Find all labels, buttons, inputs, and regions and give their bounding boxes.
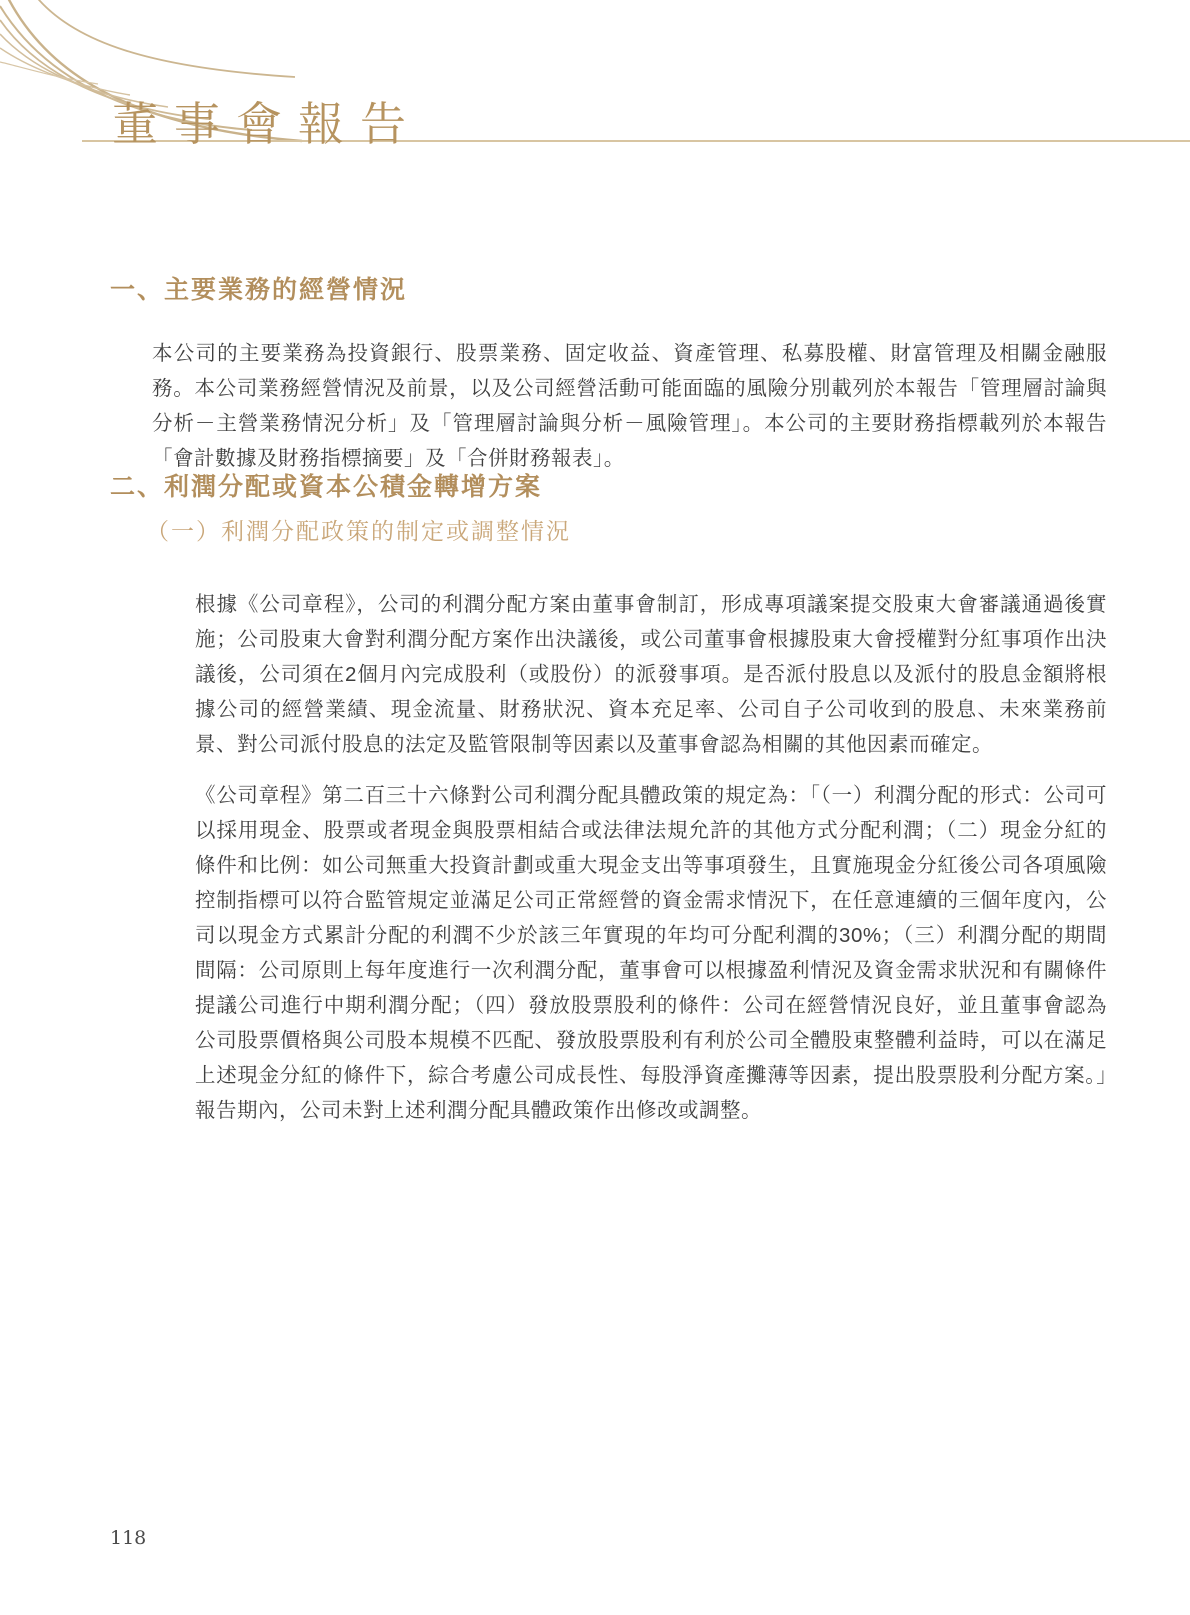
subsection-paragraph-2: 《公司章程》第二百三十六條對公司利潤分配具體政策的規定為：「（一）利潤分配的形式：公司可以採用現金、股票或者現金與股票相結合或法律法規允許的其他方式分配利潤；（二）現金分紅的條件和比例：如公司無重大投資計劃或重大現金支出等事項發生，且實施現金分紅後公司各項風險控制指標可以符合監管規定並滿足公司正常經營的資金需求情況下，在任意連續的三個年度內，公司以現金方式累計分配的利潤不少於該三年實現的年均可分配利潤的30%；（三）利潤分配的期間間隔：公司原則上每年度進行一次利潤分配，董事會可以根據盈利情況及資金需求狀況和有關條件提議公司進行中期利潤分配；（四）發放股票股利的條件：公司在經營情況良好，並且董事會認為公司股票價格與公司股本規模不匹配、發放股票股利有利於公司全體股東整體利益時，可以在滿足上述現金分紅的條件下，綜合考慮公司成長性、每股淨資產攤薄等因素，提出股票股利分配方案。」報告期內，公司未對上述利潤分配具體政策作出修改或調整。 [195,783,1107,1122]
section-1-heading: 一、主要業務的經營情況 [110,276,408,304]
page-title: 董事會報告 [112,96,422,151]
section-2-subsection-1-heading: （一）利潤分配政策的制定或調整情況 [146,518,571,544]
subsection-paragraph-1: 根據《公司章程》，公司的利潤分配方案由董事會制訂，形成專項議案提交股東大會審議通過後實施；公司股東大會對利潤分配方案作出決議後，或公司董事會根據股東大會授權對分紅事項作出決議後，公司須在2個月內完成股利（或股份）的派發事項。是否派付股息以及派付的股息金額將根據公司的經營業績、現金流量、財務狀況、資本充足率、公司自子公司收到的股息、未來業務前景、對公司派付股息的法定及監管限制等因素以及董事會認為相關的其他因素而確定。 [195,592,1107,756]
page-number: 118 [110,1527,147,1549]
section-1-paragraph: 本公司的主要業務為投資銀行、股票業務、固定收益、資產管理、私募股權、財富管理及相關金融服務。本公司業務經營情況及前景，以及公司經營活動可能面臨的風險分別載列於本報告「管理層討論與分析－主營業務情況分析」及「管理層討論與分析－風險管理」。本公司的主要財務指標載列於本報告「會計數據及財務指標摘要」及「合併財務報表」。 [152,341,1107,470]
section-2-heading: 二、利潤分配或資本公積金轉增方案 [110,473,543,501]
